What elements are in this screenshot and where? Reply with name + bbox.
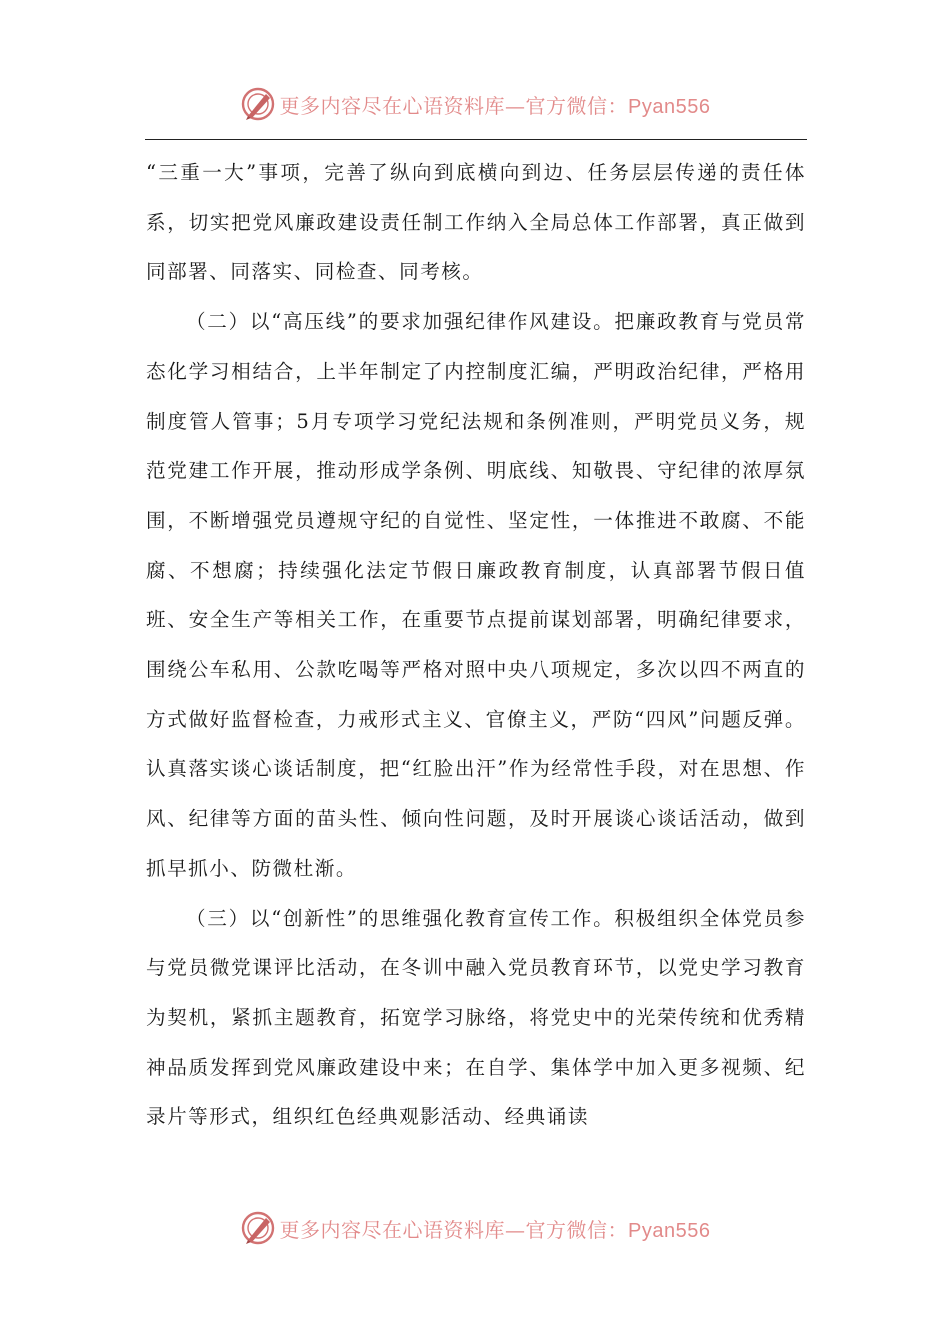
header-divider: [145, 139, 807, 140]
paragraph-3: （三）以“创新性”的思维强化教育宣传工作。积极组织全体党员参与党员微党课评比活动，在冬训中融入党员教育环节，以党史学习教育为契机，紧抓主题教育，拓宽学习脉络，将党史中的光荣传统和优秀精神品质发挥到党风廉政建设中来；在自学、集体学中加入更多视频、纪录片等形式，组织红色经典观影活动、经典诵读: [146, 906, 806, 1129]
footer-wechat-id: Pyan556: [628, 1219, 711, 1242]
header-wechat-id: Pyan556: [628, 95, 711, 118]
header-banner: [0, 82, 950, 126]
header-banner-text: 更多内容尽在心语资料库—官方微信：Pyan556: [279, 93, 711, 118]
pen-logo-icon: [240, 86, 276, 122]
pen-logo-icon: [240, 1210, 276, 1246]
document-body: [146, 148, 806, 1142]
paragraph-2: （二）以“高压线”的要求加强纪律作风建设。把廉政教育与党员常态化学习相结合，上半年制定了内控制度汇编，严明政治纪律，严格用制度管人管事；5月专项学习党纪法规和条例准则，严明党员义务，规范党建工作开展，推动形成学条例、明底线、知敬畏、守纪律的浓厚氛围，不断增强党员遵规守纪的自觉性、坚定性，一体推进不敢腐、不能腐、不想腐；持续强化法定节假日廉政教育制度，认真部署节假日值班、安全生产等相关工作，在重要节点提前谋划部署，明确纪律要求，围绕公车私用、公款吃喝等严格对照中央八项规定，多次以四不两直的方式做好监督检查，力戒形式主义、官僚主义，严防“四风”问题反弹。认真落实谈心谈话制度，把“红脸出汗”作为经常性手段，对在思想、作风、纪律等方面的苗头性、倾向性问题，及时开展谈心谈话活动，做到抓早抓小、防微杜渐。: [146, 310, 806, 880]
paragraph-1: “三重一大”事项，完善了纵向到底横向到边、任务层层传递的责任体系，切实把党风廉政建设责任制工作纳入全局总体工作部署，真正做到同部署、同落实、同检查、同考核。: [146, 161, 806, 284]
footer-banner-text: 更多内容尽在心语资料库—官方微信：Pyan556: [279, 1217, 711, 1242]
footer-banner: [0, 1206, 950, 1250]
